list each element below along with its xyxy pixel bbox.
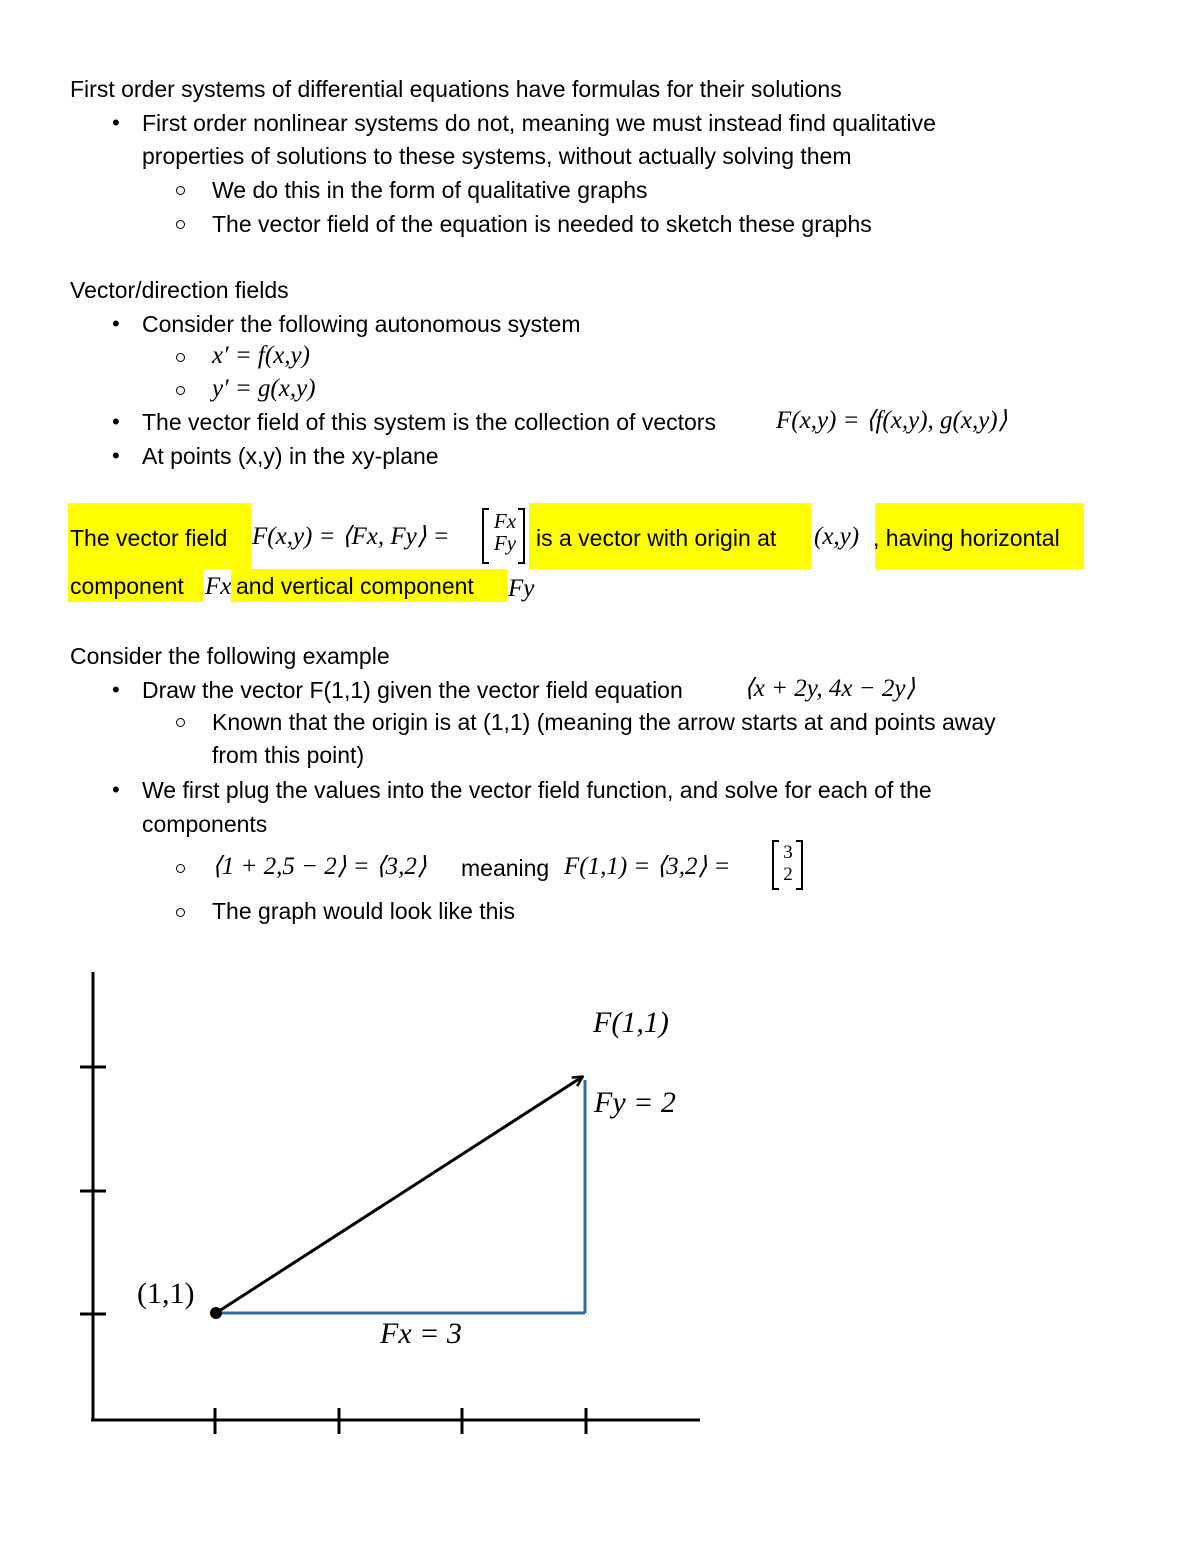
bullet-dot: • — [112, 110, 120, 135]
section3-bullet1-text: Draw the vector F(1,1) given the vector field equation — [142, 677, 683, 703]
section1-sub2: The vector field of the equation is needed to sketch these graphs — [212, 211, 872, 237]
section3-sub1-line2: from this point) — [212, 742, 365, 768]
origin-point — [210, 1307, 222, 1319]
section3-sub2-math2: F(1,1) = ⟨3,2⟩ = — [564, 853, 731, 880]
section3-sub1-line1: Known that the origin is at (1,1) (meaning the arrow starts at and points away — [212, 709, 996, 735]
fx-label: Fx = 3 — [380, 1317, 462, 1350]
section1-sub1: We do this in the form of qualitative graphs — [212, 177, 648, 203]
bullet-dot: • — [112, 677, 120, 702]
equation-y-prime: y′ = g(x,y) — [212, 375, 316, 402]
origin-label: (1,1) — [137, 1277, 195, 1310]
section3-bullet1-math: ⟨x + 2y, 4x − 2y⟩ — [744, 675, 916, 702]
highlight-math-3: Fx — [205, 573, 232, 600]
matrix-bottom: 2 — [783, 864, 793, 885]
highlight-math-4: Fy — [508, 575, 535, 602]
matrix-top: 3 — [783, 842, 793, 863]
bullet-dot: • — [112, 777, 120, 802]
highlight-math-2: (x,y) — [814, 523, 860, 550]
section2-bullet1: Consider the following autonomous system — [142, 311, 581, 337]
bullet-dot: • — [112, 443, 120, 468]
section3-sub2-text: meaning — [461, 855, 550, 881]
vector-arrow — [216, 1077, 582, 1313]
section3-bullet2-line2: components — [142, 811, 268, 837]
section3-bullet2-line1: We first plug the values into the vector field function, and solve for each of the — [142, 777, 932, 803]
matrix-top: Fx — [493, 509, 517, 533]
section1-heading: First order systems of differential equations have formulas for their solutions — [70, 76, 842, 102]
vector-label: F(1,1) — [593, 1006, 669, 1039]
highlight-text-3: , having horizontal — [873, 525, 1060, 551]
equation-x-prime: x′ = f(x,y) — [212, 342, 310, 369]
section2-bullet2-math: F(x,y) = ⟨f(x,y), g(x,y)⟩ — [776, 407, 1008, 434]
section3-sub3: The graph would look like this — [212, 898, 515, 924]
highlight-math-1: F(x,y) = ⟨Fx, Fy⟩ = — [252, 523, 450, 550]
section3-heading: Consider the following example — [70, 643, 390, 669]
fy-label: Fy = 2 — [594, 1086, 676, 1119]
section1-bullet1-line2: properties of solutions to these systems, without actually solving them — [142, 143, 852, 169]
section3-sub2-math1: ⟨1 + 2,5 − 2⟩ = ⟨3,2⟩ — [212, 853, 427, 880]
bullet-dot: • — [112, 409, 120, 434]
highlight-text-5: and vertical component — [236, 573, 474, 599]
highlight-text-4: component — [70, 573, 184, 599]
bullet-dot: • — [112, 311, 120, 336]
section1-bullet1-line1: First order nonlinear systems do not, meaning we must instead find qualitative — [142, 110, 936, 136]
section2-heading: Vector/direction fields — [70, 277, 289, 303]
section2-bullet2-text: The vector field of this system is the collection of vectors — [142, 409, 716, 435]
section2-bullet3: At points (x,y) in the xy-plane — [142, 443, 439, 469]
matrix-bottom: Fy — [493, 531, 517, 555]
highlight-text-1: The vector field — [70, 525, 228, 551]
highlight-text-2: is a vector with origin at — [536, 525, 777, 551]
